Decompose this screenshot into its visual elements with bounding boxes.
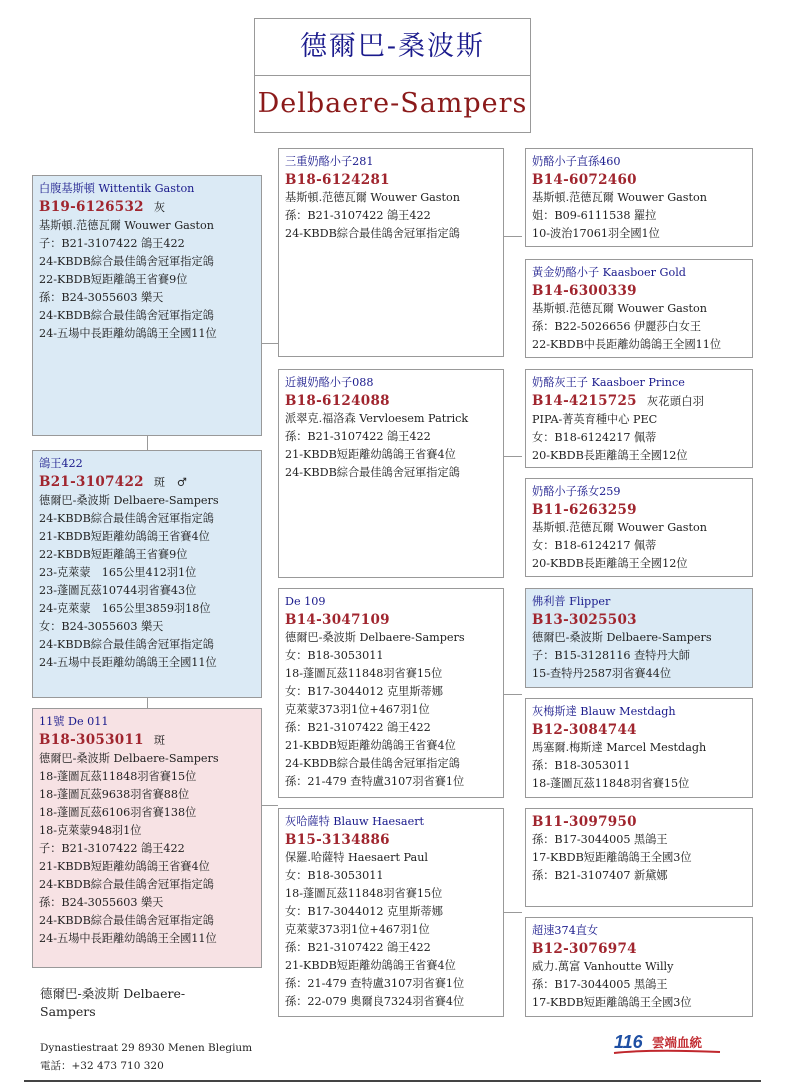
detail-line: 24-KBDB綜合最佳鴿舍冠軍指定鴿	[285, 227, 460, 240]
detail-line: 基斯頓.范德瓦爾 Wouwer Gaston	[532, 521, 707, 534]
color-sex-label: 斑 ♂	[153, 476, 188, 489]
detail-line: 24-KBDB綜合最佳鴿舍冠軍指定鴿	[39, 309, 214, 322]
detail-line: 基斯頓.范德瓦爾 Wouwer Gaston	[532, 302, 707, 315]
connector	[504, 694, 522, 695]
color-label: 灰	[153, 201, 166, 214]
bird-name: 灰梅斯達 Blauw Mestdagh	[532, 705, 676, 718]
detail-line: 24-KBDB綜合最佳鴿舍冠軍指定鴿	[39, 512, 214, 525]
ring-number: B12-3076974	[532, 941, 637, 957]
bird-name: 超速374直女	[532, 924, 599, 937]
title-english: Delbaere-Sampers	[257, 88, 528, 119]
detail-line: 孫：B24-3055603 樂天	[39, 896, 164, 909]
detail-line: 女：B17-3044012 克里斯蒂娜	[285, 685, 443, 698]
owner-phone: 電話：+32 473 710 320	[40, 1060, 164, 1072]
detail-line: 保羅.哈薩特 Haesaert Paul	[285, 851, 429, 864]
owner-address: Dynastiestraat 29 8930 Menen Blegium	[40, 1042, 253, 1054]
owner-info	[40, 985, 252, 1075]
logo-text: 雲端血統	[652, 1035, 703, 1050]
detail-line: 21-KBDB短距離幼鴿鴿王省賽4位	[39, 530, 210, 543]
pedigree-box-subject	[32, 450, 262, 698]
detail-line: 女：B24-3055603 樂天	[39, 620, 164, 633]
bird-name: 11號 De 011	[39, 715, 109, 728]
ring-number: B14-6072460	[532, 172, 637, 188]
bird-name: 鴿王422	[39, 457, 83, 470]
detail-line: 德爾巴-桑波斯 Delbaere-Sampers	[532, 631, 712, 644]
bird-name: 佛利普 Flipper	[532, 595, 611, 608]
detail-line: 24-克萊蒙 165公里3859羽18位	[39, 602, 211, 615]
pedigree-box-sds	[525, 369, 753, 468]
detail-line: 20-KBDB長距離鴿王全國12位	[532, 557, 688, 570]
ring-number: B18-3053011	[39, 732, 144, 748]
detail-line: 17-KBDB短距離鴿鴿王全國3位	[532, 851, 692, 864]
detail-line: 孫：21-479 查特盧3107羽省賽1位	[285, 775, 465, 788]
detail-line: 22-KBDB短距離鴿王省賽9位	[39, 273, 188, 286]
detail-line: 24-KBDB綜合最佳鴿舍冠軍指定鴿	[39, 914, 214, 927]
detail-line: 姐：B09-6111538 羅拉	[532, 209, 657, 222]
detail-line: 孫：B17-3044005 黑鴿王	[532, 978, 668, 991]
detail-line: 24-KBDB綜合最佳鴿舍冠軍指定鴿	[39, 878, 214, 891]
ring-number: B15-3134886	[285, 832, 390, 848]
pedigree-box-dds	[525, 808, 753, 907]
detail-line: 孫：21-479 查特盧3107羽省賽1位	[285, 977, 465, 990]
bird-name: 黃金奶酪小子 Kaasboer Gold	[532, 266, 686, 279]
detail-line: 22-KBDB短距離鴿王省賽9位	[39, 548, 188, 561]
detail-line: 24-五場中長距離幼鴿鴿王全國11位	[39, 656, 217, 669]
bird-name: 奶酪灰王子 Kaasboer Prince	[532, 376, 685, 389]
connector	[147, 436, 148, 450]
detail-line: 24-KBDB綜合最佳鴿舍冠軍指定鴿	[285, 466, 460, 479]
pedigree-box-ssd	[525, 259, 753, 358]
detail-line: 女：B18-3053011	[285, 649, 384, 662]
pedigree-box-dam-dam	[278, 808, 504, 1017]
detail-line: 德爾巴-桑波斯 Delbaere-Sampers	[39, 494, 219, 507]
detail-line: 22-KBDB中長距離幼鴿鴿王全國11位	[532, 338, 722, 351]
detail-line: 24-五場中長距離幼鴿鴿王全國11位	[39, 932, 217, 945]
detail-line: 基斯頓.范德瓦爾 Wouwer Gaston	[532, 191, 707, 204]
detail-line: 18-蓬圖瓦茲11848羽省賽15位	[285, 667, 443, 680]
detail-line: 基斯頓.范德瓦爾 Wouwer Gaston	[285, 191, 460, 204]
ring-number: B14-3047109	[285, 612, 390, 628]
detail-line: 女：B18-3053011	[285, 869, 384, 882]
detail-line: 女：B17-3044012 克里斯蒂娜	[285, 905, 443, 918]
connector	[504, 236, 522, 237]
ring-number: B18-6124088	[285, 393, 390, 409]
bottom-rule	[24, 1080, 761, 1082]
ring-number: B14-4215725	[532, 393, 637, 409]
detail-line: 孫：B22-5026656 伊麗莎白女王	[532, 320, 702, 333]
pedigree-box-sire-sire	[278, 148, 504, 357]
detail-line: PIPA-菁英育種中心 PEC	[532, 413, 658, 426]
color-label: 灰花頭白羽	[646, 395, 705, 408]
detail-line: 德爾巴-桑波斯 Delbaere-Sampers	[39, 752, 219, 765]
detail-line: 孫：B17-3044005 黑鴿王	[532, 833, 668, 846]
detail-line: 克萊蒙373羽1位+467羽1位	[285, 703, 430, 716]
detail-line: 18-蓬圖瓦茲6106羽省賽138位	[39, 806, 197, 819]
detail-line: 18-蓬圖瓦茲11848羽省賽15位	[39, 770, 197, 783]
pedigree-box-dam	[32, 708, 262, 968]
pedigree-box-sire-dam	[278, 369, 504, 578]
logo-swoosh	[614, 1051, 720, 1053]
ring-number: B18-6124281	[285, 172, 390, 188]
logo-number: 116	[614, 1032, 643, 1052]
connector	[262, 343, 278, 344]
detail-line: 女：B18-6124217 佩蒂	[532, 539, 657, 552]
detail-line: 孫：B21-3107422 鴿王422	[285, 209, 431, 222]
detail-line: 24-KBDB綜合最佳鴿舍冠軍指定鴿	[39, 255, 214, 268]
detail-line: 21-KBDB短距離幼鴿鴿王省賽4位	[285, 959, 456, 972]
pedigree-box-ddd	[525, 917, 753, 1017]
owner-name: 德爾巴-桑波斯 Delbaere-	[40, 986, 186, 1001]
ring-number: B11-6263259	[532, 502, 637, 518]
ring-number: B14-6300339	[532, 283, 637, 299]
detail-line: 孫：B21-3107422 鴿王422	[285, 721, 431, 734]
detail-line: 克萊蒙373羽1位+467羽1位	[285, 923, 430, 936]
pedigree-box-dss	[525, 588, 753, 688]
detail-line: 子：B21-3107422 鴿王422	[39, 237, 185, 250]
detail-line: 24-五場中長距離幼鴿鴿王全國11位	[39, 327, 217, 340]
detail-line: 孫：B21-3107422 鴿王422	[285, 941, 431, 954]
bird-name: 近親奶酪小子088	[285, 376, 374, 389]
pedigree-box-sire	[32, 175, 262, 436]
detail-line: 23-克萊蒙 165公里412羽1位	[39, 566, 197, 579]
detail-line: 18-克萊蒙948羽1位	[39, 824, 142, 837]
detail-line: 孫：B21-3107407 新黛娜	[532, 869, 668, 882]
connector	[504, 456, 522, 457]
bird-name: 白腹基斯頓 Wittentik Gaston	[39, 182, 195, 195]
bird-name: 灰哈薩特 Blauw Haesaert	[285, 815, 425, 828]
detail-line: 24-KBDB綜合最佳鴿舍冠軍指定鴿	[39, 638, 214, 651]
ring-number: B12-3084744	[532, 722, 637, 738]
detail-line: 子：B21-3107422 鴿王422	[39, 842, 185, 855]
detail-line: 孫：B21-3107422 鴿王422	[285, 430, 431, 443]
pedigree-box-dsd	[525, 698, 753, 798]
detail-line: 24-KBDB綜合最佳鴿舍冠軍指定鴿	[285, 757, 460, 770]
detail-line: 基斯頓.范德瓦爾 Wouwer Gaston	[39, 219, 214, 232]
detail-line: 20-KBDB長距離鴿王全國12位	[532, 449, 688, 462]
detail-line: 派翠克.福洛森 Vervloesem Patrick	[285, 412, 469, 425]
bird-name: 三重奶酪小子281	[285, 155, 374, 168]
bird-name: 奶酪小子孫女259	[532, 485, 621, 498]
detail-line: 孫：22-079 奧爾良7324羽省賽4位	[285, 995, 465, 1008]
detail-line: 孫：B18-3053011	[532, 759, 631, 772]
pedigree-box-sdd	[525, 478, 753, 577]
detail-line: 18-蓬圖瓦茲9638羽省賽88位	[39, 788, 190, 801]
pedigree-box-dam-sire	[278, 588, 504, 798]
owner-name-cont: Sampers	[40, 1004, 96, 1019]
ring-number: B21-3107422	[39, 474, 144, 490]
title-chinese: 德爾巴-桑波斯	[255, 19, 530, 76]
detail-line: 17-KBDB短距離鴿鴿王全國3位	[532, 996, 692, 1009]
detail-line: 威力.萬富 Vanhoutte Willy	[532, 960, 674, 973]
connector	[147, 698, 148, 708]
color-label: 斑	[153, 734, 166, 747]
connector	[262, 805, 278, 806]
detail-line: 21-KBDB短距離幼鴿鴿王省賽4位	[285, 739, 456, 752]
title-box	[254, 18, 531, 133]
detail-line: 子：B15-3128116 查特丹大師	[532, 649, 690, 662]
detail-line: 馬塞爾.梅斯達 Marcel Mestdagh	[532, 741, 707, 754]
detail-line: 18-蓬圖瓦茲11848羽省賽15位	[532, 777, 690, 790]
ring-number: B11-3097950	[532, 814, 637, 830]
detail-line: 孫：B24-3055603 樂天	[39, 291, 164, 304]
bird-name: De 109	[285, 595, 326, 608]
ring-number: B19-6126532	[39, 199, 144, 215]
detail-line: 15-查特丹2587羽省賽44位	[532, 667, 672, 680]
detail-line: 23-蓬圖瓦茲10744羽省賽43位	[39, 584, 197, 597]
detail-line: 女：B18-6124217 佩蒂	[532, 431, 657, 444]
detail-line: 10-波治17061羽全國1位	[532, 227, 660, 240]
site-logo	[612, 1030, 722, 1058]
detail-line: 21-KBDB短距離幼鴿鴿王省賽4位	[285, 448, 456, 461]
ring-number: B13-3025503	[532, 612, 637, 628]
bird-name: 奶酪小子直孫460	[532, 155, 621, 168]
connector	[504, 912, 522, 913]
detail-line: 德爾巴-桑波斯 Delbaere-Sampers	[285, 631, 465, 644]
detail-line: 18-蓬圖瓦茲11848羽省賽15位	[285, 887, 443, 900]
detail-line: 21-KBDB短距離幼鴿鴿王省賽4位	[39, 860, 210, 873]
pedigree-box-sss	[525, 148, 753, 247]
